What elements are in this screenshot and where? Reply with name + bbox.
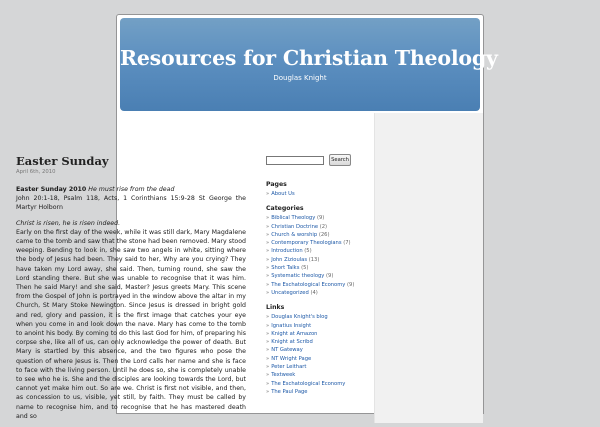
page-item-link[interactable]: About Us — [271, 191, 295, 197]
blog-description: Douglas Knight — [273, 74, 327, 82]
bullet-icon: » — [266, 223, 270, 230]
post-readings: John 20:1-18, Psalm 118, Acts, 1 Corinthians 15:9-28 St George the Martyr Holborn — [16, 195, 246, 212]
search-input[interactable] — [266, 156, 324, 165]
bullet-icon: » — [266, 273, 270, 280]
category-item-link[interactable]: The Eschatological Economy — [271, 281, 346, 288]
category-item-link[interactable]: Christian Doctrine — [271, 223, 319, 230]
categories-list — [266, 214, 364, 297]
category-item[interactable] — [266, 214, 364, 222]
category-item[interactable] — [266, 247, 364, 255]
blogroll-item[interactable] — [266, 371, 364, 379]
links-heading: Links — [266, 304, 285, 312]
pages-heading: Pages — [266, 181, 287, 188]
category-item[interactable] — [266, 239, 364, 247]
bullet-icon: » — [266, 289, 270, 296]
blogroll-item-link[interactable]: Ignatius Insight — [271, 322, 312, 329]
blogroll-item[interactable] — [266, 363, 364, 371]
category-item[interactable] — [266, 223, 364, 231]
bullet-icon: » — [266, 355, 270, 362]
post-heading — [16, 185, 246, 213]
bullet-icon: » — [266, 380, 270, 387]
bullet-icon: » — [266, 256, 270, 263]
category-item-count: (13) — [308, 256, 320, 263]
bullet-icon: » — [266, 314, 270, 321]
bullet-icon: » — [266, 372, 270, 379]
blogroll-item-link[interactable]: Knight at Scribd — [271, 339, 313, 346]
blogroll-item-link[interactable]: Knight at Amazon — [271, 330, 318, 337]
category-item[interactable] — [266, 272, 364, 280]
bullet-icon: » — [266, 339, 270, 346]
sidebar-background — [374, 113, 483, 423]
bullet-icon: » — [266, 265, 270, 272]
blogroll-item-link[interactable]: The Paul Page — [271, 388, 308, 395]
category-item-count: (26) — [318, 231, 330, 238]
blogroll-item[interactable] — [266, 330, 364, 338]
post-acclamation: Christ is risen, he is risen indeed. — [16, 219, 121, 227]
blogroll-item[interactable] — [266, 338, 364, 346]
blogroll-item[interactable] — [266, 313, 364, 321]
category-item-link[interactable]: John Zizioulas — [271, 256, 308, 263]
blogroll-item[interactable] — [266, 380, 364, 388]
bullet-icon: » — [266, 330, 270, 337]
bullet-icon: » — [266, 191, 270, 197]
category-item-count: (5) — [304, 248, 312, 255]
bullet-icon: » — [266, 388, 270, 395]
category-item-count: (4) — [310, 289, 318, 296]
bullet-icon: » — [266, 248, 270, 255]
bullet-icon: » — [266, 347, 270, 354]
pages-list — [266, 190, 364, 198]
page-item[interactable] — [266, 190, 364, 198]
blogroll-item[interactable] — [266, 322, 364, 330]
categories-heading: Categories — [266, 205, 304, 213]
post-content — [16, 154, 246, 427]
post-title[interactable]: Easter Sunday — [16, 154, 109, 168]
category-item-link[interactable]: Uncategorized — [271, 289, 309, 296]
post-body-text: Early on the first day of the week, while it was still dark, Mary Magdalene came to the tomb and saw that the stone had been removed. Mary stood weeping. Bending to look in, she saw two angels in white, sitting where the body of Jesus had been. They said to her, Why are you crying? They have taken my Lord away, she said. Then, turning round, she saw the Lord standing there. But she was unable to recognise that it was him. Then he said Mary! and she said, Master? Jesus greets Mary. This scene from the Gospel of John is portrayed in the window above the altar in my Church, St Mary Stoke Newington. Since Jesus is dressed in bright gold and red, glory and passion, it is the first image that catches your eye when you come in and look down the nave. Mary has come to the tomb to anoint his body. By coming to do this last God for him, of preparing his corpse she, like all of us, can only acknowledge the power of death. But Mary is startled by this absence, and the two figures who pose the question of where Jesus is. Then the Lord calls her name and she is face to face with the living person. Until he does so, she is completely unable to see who he is. She and the disciples are looking towards the Lord, but cannot yet make him out. So are we. Christ is first not visible, and then, as concession to us, visible, yet still, by faith. They must be called by name to recognise him, and to recognise that he has mastered death and so — [16, 228, 247, 420]
category-item-link[interactable]: Introduction — [271, 248, 303, 255]
blogroll-item[interactable] — [266, 346, 364, 354]
bullet-icon: » — [266, 231, 270, 238]
search-form — [266, 154, 364, 166]
category-item[interactable] — [266, 231, 364, 239]
blogroll-item-link[interactable]: Textweek — [271, 372, 296, 379]
post-heading-italic: He must rise from the dead — [88, 186, 175, 193]
blogroll-item-link[interactable]: NT Wright Page — [271, 355, 312, 362]
post-date: April 6th, 2010 — [16, 169, 56, 175]
category-item-count: (5) — [301, 265, 309, 272]
blogroll-item-link[interactable]: Douglas Knight's blog — [271, 314, 328, 321]
bullet-icon: » — [266, 281, 270, 288]
blog-title[interactable]: Resources for Christian Theology — [120, 46, 498, 70]
blogroll-item-link[interactable]: The Eschatological Economy — [271, 380, 346, 387]
blog-header — [120, 18, 498, 111]
category-item[interactable] — [266, 289, 364, 297]
category-item-link[interactable]: Contemporary Theologians — [271, 240, 342, 247]
category-item-count: (2) — [319, 223, 328, 230]
category-item-count: (7) — [343, 240, 351, 247]
bullet-icon: » — [266, 240, 270, 247]
bullet-icon: » — [266, 215, 270, 222]
category-item-count: (9) — [326, 273, 334, 280]
category-item[interactable] — [266, 264, 364, 272]
links-list — [266, 313, 364, 396]
category-item-link[interactable]: Short Talks — [271, 265, 300, 272]
category-item-link[interactable]: Systematic theology — [271, 273, 325, 280]
category-item-count: (9) — [347, 281, 355, 288]
category-item[interactable] — [266, 281, 364, 289]
category-item-count: (9) — [316, 215, 325, 222]
blogroll-item-link[interactable]: Peter Leithart — [271, 364, 307, 371]
category-item-link[interactable]: Church & worship — [271, 231, 318, 238]
bullet-icon: » — [266, 322, 270, 329]
category-item[interactable] — [266, 256, 364, 264]
sidebar — [266, 154, 364, 403]
post-heading-bold: Easter Sunday 2010 — [16, 186, 87, 193]
category-item-link[interactable]: Biblical Theology — [271, 215, 316, 222]
bullet-icon: » — [266, 364, 270, 371]
blogroll-item[interactable] — [266, 388, 364, 396]
search-button[interactable]: Search — [329, 154, 351, 166]
post-body — [16, 219, 246, 421]
blogroll-item[interactable] — [266, 355, 364, 363]
blogroll-item-link[interactable]: NT Gateway — [271, 347, 303, 354]
